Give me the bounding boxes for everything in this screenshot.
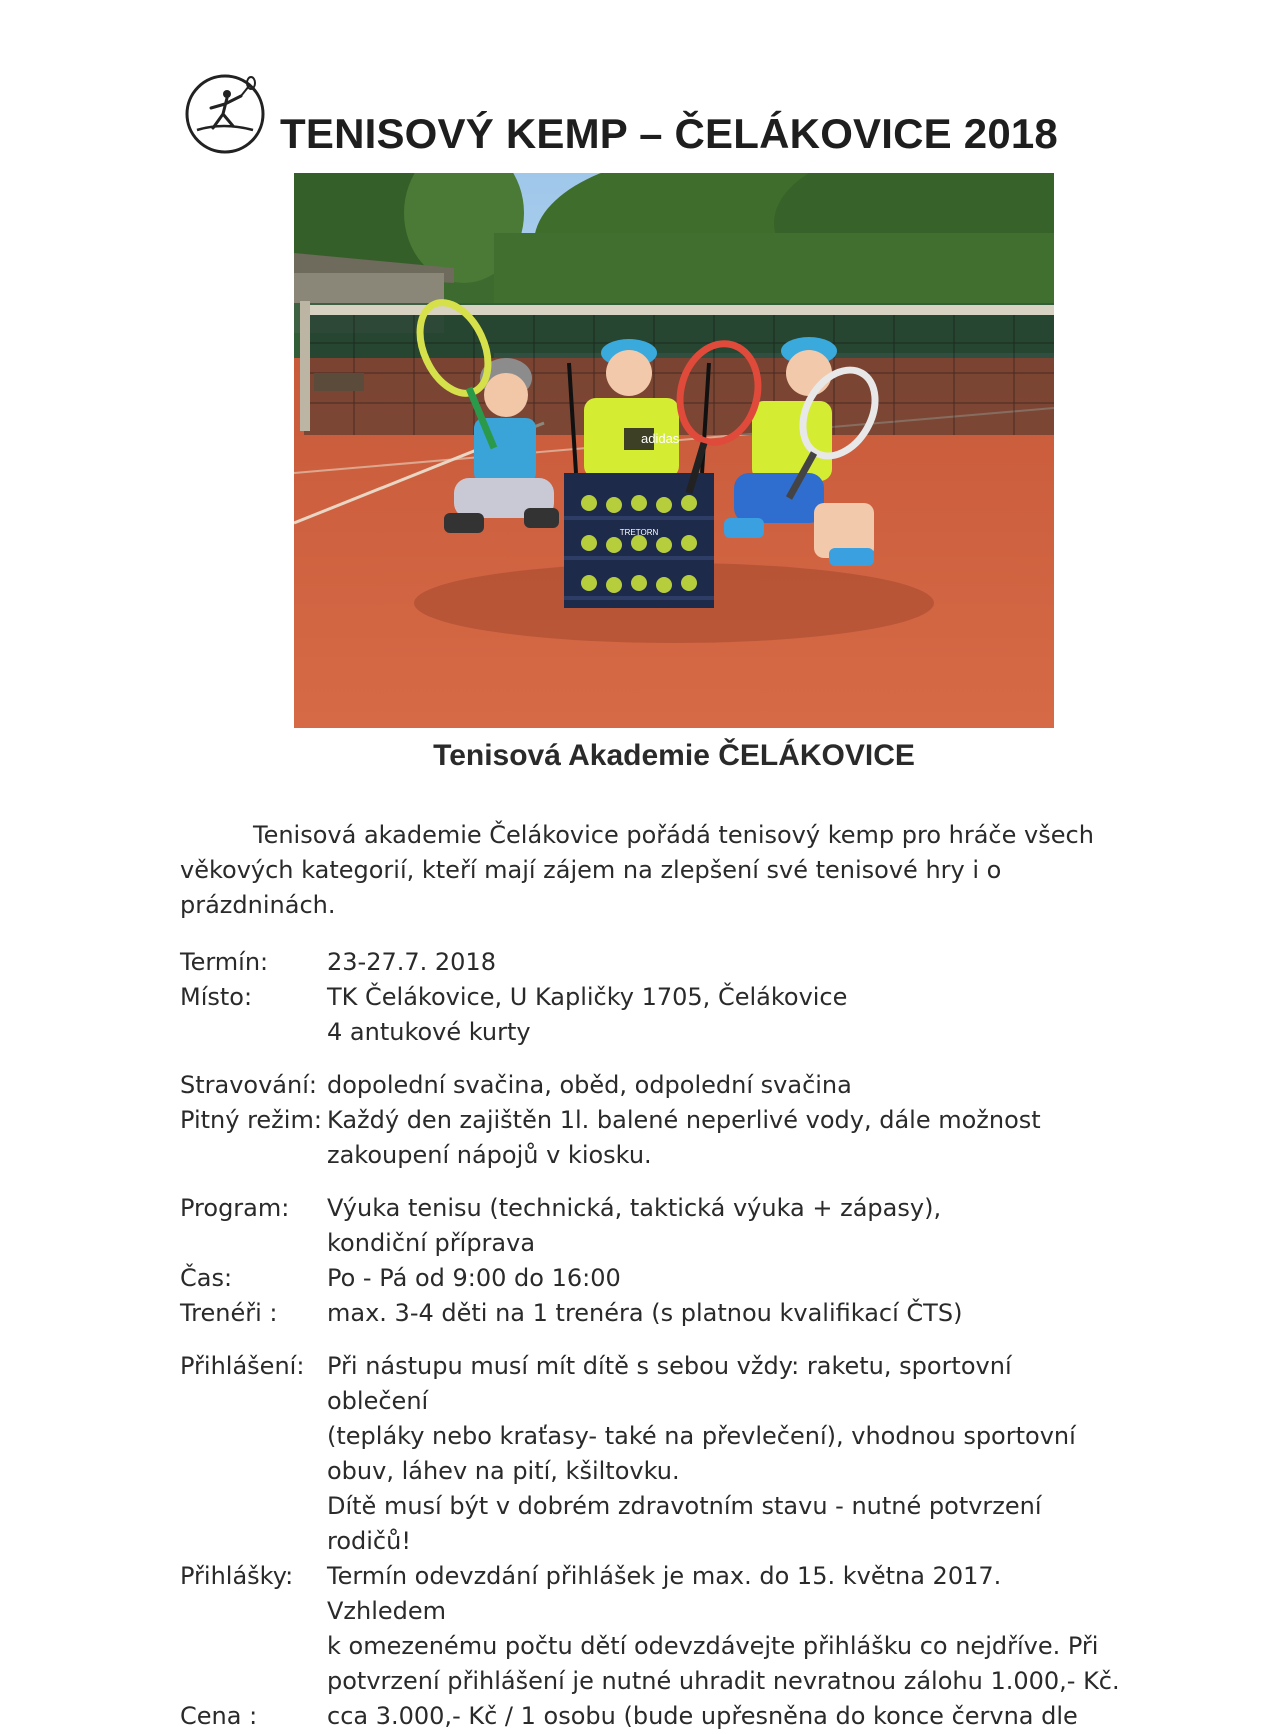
info-label: Přihlášení:	[180, 1352, 305, 1380]
info-label: Místo:	[180, 983, 253, 1011]
info-value: zakoupení nápojů v kiosku.	[327, 1141, 652, 1169]
info-label: Přihlášky:	[180, 1562, 294, 1590]
info-label: Termín:	[180, 948, 269, 976]
info-label: Pitný režim:	[180, 1106, 322, 1134]
info-value: 4 antukové kurty	[327, 1018, 531, 1046]
info-value: Každý den zajištěn 1l. balené neperlivé vody, dále možnost	[327, 1106, 1041, 1134]
info-row-treneri	[180, 1296, 1120, 1331]
info-row-prihlasky	[180, 1559, 1120, 1699]
info-value: TK Čelákovice, U Kapličky 1705, Čelákovice	[327, 983, 848, 1011]
info-row-pitny-rezim	[180, 1103, 1120, 1173]
info-label: Cena :	[180, 1702, 258, 1730]
info-row-misto	[180, 980, 1120, 1050]
basket-brand-text: TRETORN	[619, 528, 659, 537]
info-row-program	[180, 1191, 1120, 1261]
info-label: Stravování:	[180, 1071, 317, 1099]
info-row-cas	[180, 1261, 1120, 1296]
info-row-stravovani	[180, 1068, 1120, 1103]
info-value: Při nástupu musí mít dítě s sebou vždy: raketu, sportovní oblečení	[327, 1352, 1012, 1415]
info-value: (tepláky nebo kraťasy- také na převlečení), vhodnou sportovní	[327, 1422, 1076, 1450]
info-label: Čas:	[180, 1264, 233, 1292]
info-value: max. 3-4 děti na 1 trenéra (s platnou kvalifikací ČTS)	[327, 1299, 963, 1327]
info-label: Trenéři :	[180, 1299, 278, 1327]
info-value: cca 3.000,- Kč / 1 osobu (bude upřesněna do konce června dle	[327, 1702, 1078, 1730]
info-value: Termín odevzdání přihlášek je max. do 15. května 2017. Vzhledem	[327, 1562, 1002, 1625]
info-row-termin	[180, 945, 1120, 980]
info-value: Po - Pá od 9:00 do 16:00	[327, 1264, 621, 1292]
academy-subtitle: Tenisová Akademie ČELÁKOVICE	[433, 739, 915, 772]
info-value: Výuka tenisu (technická, taktická výuka + zápasy),	[327, 1194, 942, 1222]
kids-tennis-photo	[294, 173, 1054, 728]
camp-info	[180, 945, 1120, 1734]
intro-paragraph: Tenisová akademie Čelákovice pořádá tenisový kemp pro hráče všech věkových kategorií, kteří mají zájem na zlepšení své tenisové hry i o prázdninách.	[180, 821, 1094, 919]
info-row-prihlaseni	[180, 1349, 1120, 1559]
info-value: kondiční příprava	[327, 1229, 536, 1257]
info-value: dopolední svačina, oběd, odpolední svačina	[327, 1071, 852, 1099]
info-value: 23-27.7. 2018	[327, 948, 496, 976]
tennis-player-logo-icon	[183, 72, 267, 156]
page-title: TENISOVÝ KEMP – ČELÁKOVICE 2018	[280, 110, 1058, 157]
info-value: k omezenému počtu dětí odevzdávejte přihlášku co nejdříve. Při	[327, 1632, 1099, 1660]
info-row-cena	[180, 1699, 1120, 1734]
info-label: Program:	[180, 1194, 290, 1222]
racket-brand-text: adidas	[641, 431, 680, 446]
info-value: obuv, láhev na pití, kšiltovku.	[327, 1457, 680, 1485]
info-value: Dítě musí být v dobrém zdravotním stavu - nutné potvrzení rodičů!	[327, 1492, 1042, 1555]
info-value: potvrzení přihlášení je nutné uhradit nevratnou zálohu 1.000,- Kč.	[327, 1667, 1120, 1695]
